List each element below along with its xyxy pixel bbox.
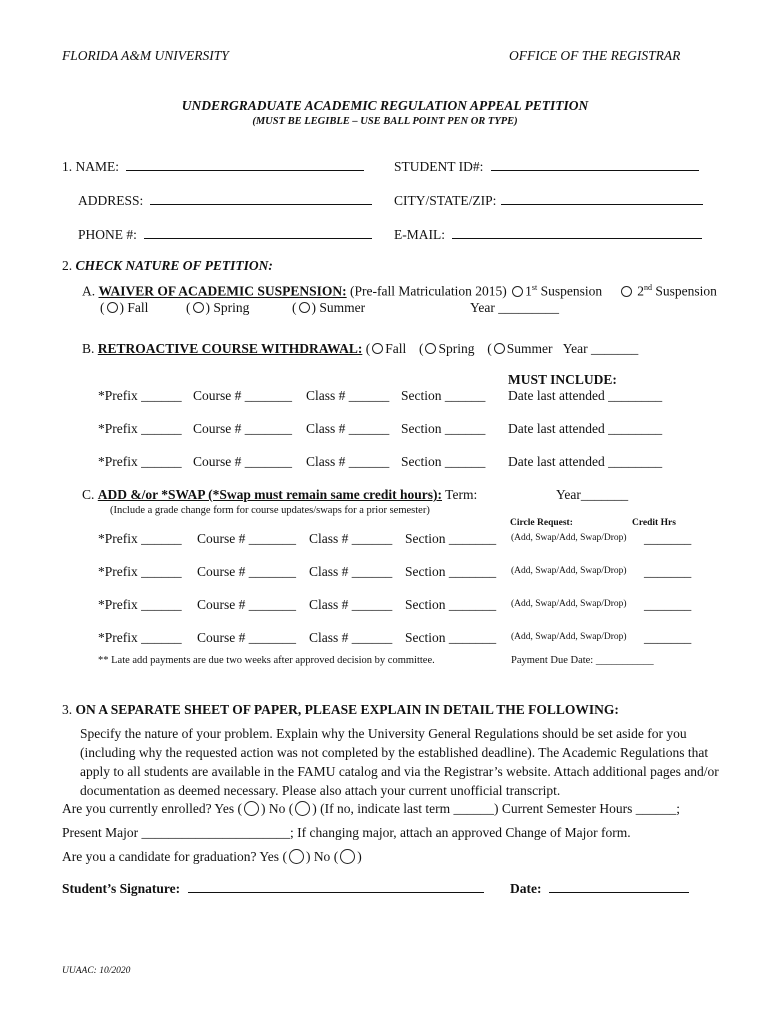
withdrawal-summer-radio[interactable] bbox=[494, 343, 505, 354]
graduation-no-radio[interactable] bbox=[340, 849, 355, 864]
add-swap-course-field[interactable]: Course # _______ bbox=[197, 597, 296, 612]
student-id-label: STUDENT ID#: bbox=[394, 159, 484, 174]
add-swap-course-field[interactable]: Course # _______ bbox=[197, 531, 296, 546]
withdrawal-section-field[interactable]: Section ______ bbox=[401, 421, 486, 436]
city-field[interactable] bbox=[501, 192, 703, 205]
add-swap-section-field[interactable]: Section _______ bbox=[405, 597, 497, 612]
withdrawal-section-field[interactable]: Section ______ bbox=[401, 454, 486, 469]
add-swap-section-field[interactable]: Section _______ bbox=[405, 564, 497, 579]
phone-row bbox=[78, 226, 372, 243]
signature-row: Student’s Signature: bbox=[62, 880, 484, 897]
add-swap-request-field[interactable]: (Add, Swap/Add, Swap/Drop) bbox=[511, 632, 627, 642]
name-row bbox=[62, 158, 364, 175]
late-payment-note: ** Late add payments are due two weeks after approved decision by committee. bbox=[98, 655, 435, 666]
withdrawal-class-field[interactable]: Class # ______ bbox=[306, 388, 390, 403]
withdrawal-class-field[interactable]: Class # ______ bbox=[306, 421, 390, 436]
first-suspension-radio[interactable] bbox=[512, 286, 523, 297]
waiver-summer-group: ( ) Summer bbox=[292, 300, 366, 315]
enrolled-yes-radio[interactable] bbox=[244, 801, 259, 816]
email-label: E-MAIL: bbox=[394, 227, 445, 242]
waiver-summer-radio[interactable] bbox=[299, 302, 310, 313]
waiver-row: A. WAIVER OF ACADEMIC SUSPENSION: (Pre-fall Matriculation 2015) 1st Suspension 2nd Suspension bbox=[82, 283, 717, 299]
add-swap-hrs-field[interactable]: _______ bbox=[644, 531, 692, 546]
withdrawal-row: B. RETROACTIVE COURSE WITHDRAWAL: ( Fall ( Spring ( Summer Year _______ bbox=[82, 341, 639, 356]
withdrawal-course-field[interactable]: Course # _______ bbox=[193, 454, 292, 469]
grade-change-note: (Include a grade change form for course updates/swaps for a prior semester) bbox=[110, 505, 430, 516]
address-label: ADDRESS: bbox=[78, 193, 144, 208]
must-include-label: MUST INCLUDE: bbox=[508, 372, 617, 387]
add-swap-prefix-field[interactable]: *Prefix ______ bbox=[98, 630, 182, 645]
add-swap-course-field[interactable]: Course # _______ bbox=[197, 630, 296, 645]
enrolled-no-radio[interactable] bbox=[295, 801, 310, 816]
signature-field[interactable] bbox=[188, 880, 484, 893]
add-swap-prefix-field[interactable]: *Prefix ______ bbox=[98, 531, 182, 546]
date-field[interactable] bbox=[549, 880, 689, 893]
circle-request-label: Circle Request: bbox=[510, 518, 573, 528]
add-swap-prefix-field[interactable]: *Prefix ______ bbox=[98, 564, 182, 579]
add-swap-hrs-field[interactable]: _______ bbox=[644, 630, 692, 645]
withdrawal-prefix-field[interactable]: *Prefix ______ bbox=[98, 388, 182, 403]
address-field[interactable] bbox=[150, 192, 372, 205]
add-swap-class-field[interactable]: Class # ______ bbox=[309, 531, 393, 546]
add-swap-prefix-field[interactable]: *Prefix ______ bbox=[98, 597, 182, 612]
add-swap-row: C. ADD &/or *SWAP (*Swap must remain same credit hours): Term: bbox=[82, 487, 478, 502]
university-name: FLORIDA A&M UNIVERSITY bbox=[62, 48, 229, 63]
add-swap-hrs-field[interactable]: _______ bbox=[644, 564, 692, 579]
withdrawal-section-field[interactable]: Section ______ bbox=[401, 388, 486, 403]
phone-label: PHONE #: bbox=[78, 227, 137, 242]
section2-heading: 2. CHECK NATURE OF PETITION: bbox=[62, 258, 273, 273]
withdrawal-date-field[interactable]: Date last attended ________ bbox=[508, 454, 663, 469]
waiver-spring-radio[interactable] bbox=[193, 302, 204, 313]
add-swap-hrs-field[interactable]: _______ bbox=[644, 597, 692, 612]
add-swap-class-field[interactable]: Class # ______ bbox=[309, 564, 393, 579]
withdrawal-prefix-field[interactable]: *Prefix ______ bbox=[98, 454, 182, 469]
add-swap-course-field[interactable]: Course # _______ bbox=[197, 564, 296, 579]
form-code: UUAAC: 10/2020 bbox=[62, 966, 131, 976]
graduation-yes-radio[interactable] bbox=[289, 849, 304, 864]
withdrawal-fall-radio[interactable] bbox=[372, 343, 383, 354]
present-major-row: Present Major ______________________; If changing major, attach an approved Change of Major form. bbox=[62, 825, 631, 840]
phone-field[interactable] bbox=[144, 226, 372, 239]
date-row: Date: bbox=[510, 880, 689, 897]
waiver-year: Year _________ bbox=[470, 300, 560, 315]
credit-hrs-label: Credit Hrs bbox=[632, 518, 676, 528]
add-swap-class-field[interactable]: Class # ______ bbox=[309, 597, 393, 612]
city-label: CITY/STATE/ZIP: bbox=[394, 193, 497, 208]
add-swap-request-field[interactable]: (Add, Swap/Add, Swap/Drop) bbox=[511, 566, 627, 576]
payment-due-date: Payment Due Date: ___________ bbox=[511, 655, 654, 666]
waiver-fall-radio[interactable] bbox=[107, 302, 118, 313]
add-swap-year: Year_______ bbox=[556, 487, 629, 502]
name-label: 1. NAME: bbox=[62, 159, 119, 174]
office-name: OFFICE OF THE REGISTRAR bbox=[509, 48, 681, 63]
withdrawal-class-field[interactable]: Class # ______ bbox=[306, 454, 390, 469]
address-row bbox=[78, 192, 372, 209]
city-row bbox=[394, 192, 703, 209]
withdrawal-course-field[interactable]: Course # _______ bbox=[193, 421, 292, 436]
form-title: UNDERGRADUATE ACADEMIC REGULATION APPEAL PETITION bbox=[181, 98, 589, 113]
add-swap-class-field[interactable]: Class # ______ bbox=[309, 630, 393, 645]
add-swap-section-field[interactable]: Section _______ bbox=[405, 531, 497, 546]
withdrawal-course-field[interactable]: Course # _______ bbox=[193, 388, 292, 403]
waiver-spring-group: ( ) Spring bbox=[186, 300, 250, 315]
add-swap-title: ADD &/or *SWAP (*Swap must remain same credit hours): bbox=[97, 487, 443, 502]
section3-heading: 3. ON A SEPARATE SHEET OF PAPER, PLEASE EXPLAIN IN DETAIL THE FOLLOWING: bbox=[62, 702, 619, 717]
name-field[interactable] bbox=[126, 158, 364, 171]
withdrawal-date-field[interactable]: Date last attended ________ bbox=[508, 388, 663, 403]
email-row bbox=[394, 226, 702, 243]
enrolled-row: Are you currently enrolled? Yes ( ) No ( ) (If no, indicate last term ______) Current Semester Hours ______; bbox=[62, 801, 681, 816]
email-field[interactable] bbox=[452, 226, 702, 239]
add-swap-request-field[interactable]: (Add, Swap/Add, Swap/Drop) bbox=[511, 599, 627, 609]
student-id-field[interactable] bbox=[491, 158, 699, 171]
withdrawal-date-field[interactable]: Date last attended ________ bbox=[508, 421, 663, 436]
withdrawal-title: RETROACTIVE COURSE WITHDRAWAL: bbox=[97, 341, 363, 356]
waiver-term-row: ( ) Fall bbox=[100, 300, 149, 315]
withdrawal-prefix-field[interactable]: *Prefix ______ bbox=[98, 421, 182, 436]
add-swap-section-field[interactable]: Section _______ bbox=[405, 630, 497, 645]
explanation-paragraph: Specify the nature of your problem. Explain why the University General Regulations should be set aside for you (including why the requested action was not completed by the established deadline). The Academic Regulations that apply to all students are available in the FAMU catalog and via the Registrar’s website. Attach additional pages and/or documentation as deemed necessary. Please also attach your current unofficial transcript. bbox=[80, 726, 719, 798]
add-swap-request-field[interactable]: (Add, Swap/Add, Swap/Drop) bbox=[511, 533, 627, 543]
waiver-title: WAIVER OF ACADEMIC SUSPENSION: bbox=[98, 283, 347, 299]
graduation-row: Are you a candidate for graduation? Yes ( ) No ( ) bbox=[62, 849, 362, 864]
form-subtitle: (MUST BE LEGIBLE – USE BALL POINT PEN OR TYPE) bbox=[252, 116, 518, 127]
second-suspension-radio[interactable] bbox=[621, 286, 632, 297]
student-id-row bbox=[394, 158, 699, 175]
withdrawal-spring-radio[interactable] bbox=[425, 343, 436, 354]
